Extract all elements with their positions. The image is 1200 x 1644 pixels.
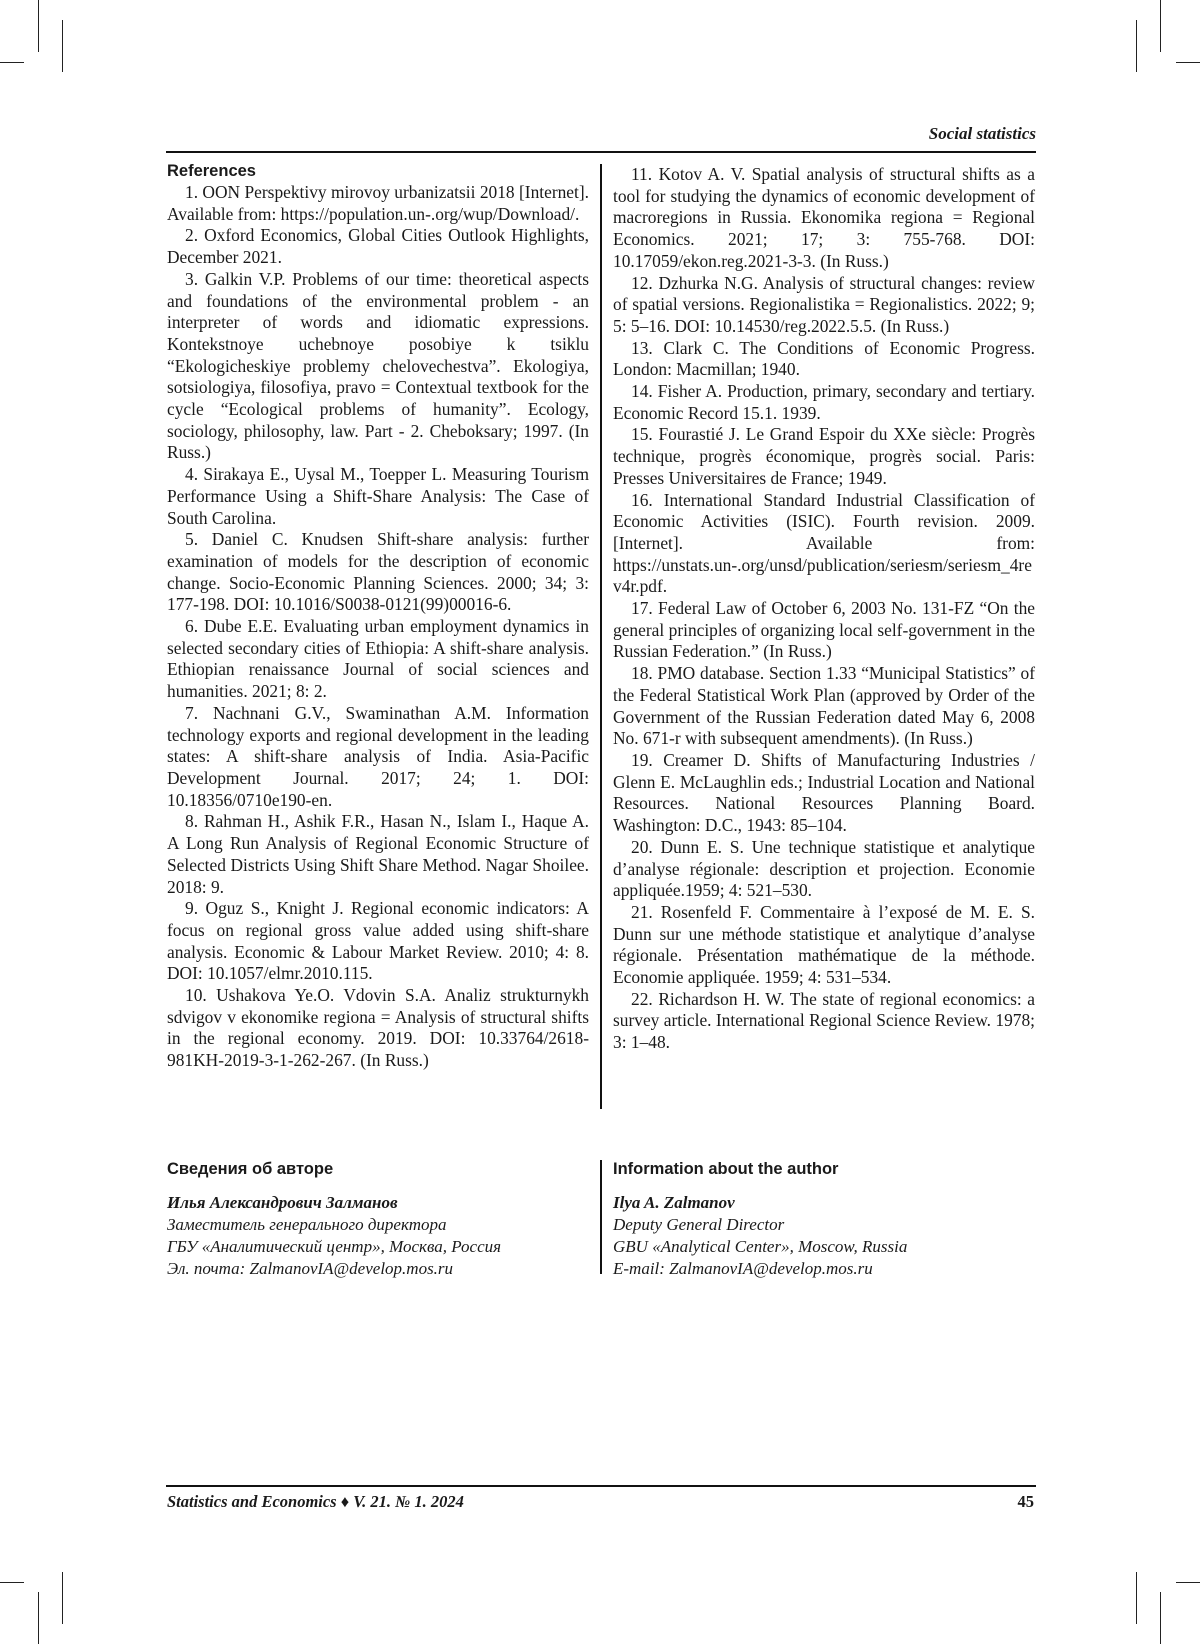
header-rule <box>166 151 1036 153</box>
page-number: 45 <box>1017 1492 1034 1511</box>
diamond-separator-icon: ♦ <box>340 1492 350 1511</box>
references-heading: References <box>167 162 256 180</box>
reference-item: 14. Fisher A. Production, primary, secondary and tertiary. Economic Record 15.1. 1939. <box>613 381 1035 423</box>
reference-item: 11. Kotov A. V. Spatial analysis of structural shifts as a tool for studying the dynamics of economic development of macroregions in Russia. Ekonomika regiona = Regional Economics. 2021; 17; 3: 755-768. DOI: 10.17059/ekon.reg.2021-3-3. (In Russ.) <box>613 164 1035 271</box>
reference-item: 22. Richardson H. W. The state of regional economics: a survey article. International Regional Science Review. 1978; 3: 1–48. <box>613 988 1035 1053</box>
crop-mark <box>1136 1572 1137 1624</box>
reference-item: 19. Creamer D. Shifts of Manufacturing Industries / Glenn E. McLaughlin eds.; Industrial Location and National Resources. National Resources Planning Board. Washington: D.C., 1943: 85–104. <box>613 749 1035 836</box>
crop-mark <box>62 1572 63 1624</box>
footer-rule <box>166 1485 1036 1487</box>
reference-item: 17. Federal Law of October 6, 2003 No. 131-FZ “On the general principles of organizing local self-government in the Russian Federation.” (In Russ.) <box>613 598 1035 662</box>
crop-mark <box>38 1592 39 1644</box>
reference-item: 21. Rosenfeld F. Commentaire à l’exposé de M. E. S. Dunn sur une méthode statistique et analytique d’analyse régionale. Présentation mathématique de la méthode. Economie appliquée. 1959; 4: 531–534. <box>613 901 1035 988</box>
column-divider <box>600 164 602 1109</box>
reference-item: 16. International Standard Industrial Classification of Economic Activities (ISIC). Fourth revision. 2009. [Internet]. Available from: https://unstats.un-.org/unsd/publication/seriesm/seriesm_4rev4r.pdf. <box>613 489 1035 597</box>
author-name-ru: Илья Александрович Залманов <box>167 1193 398 1212</box>
references-right-column <box>613 164 1035 1054</box>
author-info-en <box>613 1158 1033 1280</box>
author-email-en: E-mail: ZalmanovIA@develop.mos.ru <box>613 1259 873 1278</box>
crop-mark <box>62 20 63 72</box>
crop-mark <box>1136 20 1137 72</box>
reference-item: 3. Galkin V.P. Problems of our time: theoretical aspects and foundations of the environmental problem - an interpreter of words and idiomatic expressions. Kontekstnoye uchebnoye posobiye k tsiklu “Ekologicheskiye problemy chelovechestva”. Ekologiya, sotsiologiya, filosofiya, pravo = Contextual textbook for the cycle “Ecological problems of humanity”. Ecology, sociology, philosophy, law. Part - 2. Cheboksary; 1997. (In Russ.) <box>167 268 589 463</box>
reference-item: 6. Dube E.E. Evaluating urban employment dynamics in selected secondary cities of Ethiopia: A shift-share analysis. Ethiopian renaissance Journal of social sciences and humanities. 2021; 8: 2. <box>167 616 589 702</box>
reference-item: 7. Nachnani G.V., Swaminathan A.M. Information technology exports and regional development in the leading states: A shift-share analysis of India. Asia-Pacific Development Journal. 2017; 24; 1. DOI: 10.18356/0710e190-en. <box>167 702 589 810</box>
author-name-en: Ilya A. Zalmanov <box>613 1193 735 1212</box>
author-info-ru <box>167 1158 587 1280</box>
journal-issue: V. 21. № 1. 2024 <box>353 1492 464 1511</box>
author-heading-ru: Сведения об авторе <box>167 1160 334 1178</box>
footer-journal-line <box>167 1492 464 1512</box>
reference-item: 20. Dunn E. S. Une technique statistique et analytique d’analyse régionale: description et projection. Economie appliquée.1959; 4: 521–530. <box>613 836 1035 901</box>
reference-item: 18. PMO database. Section 1.33 “Municipal Statistics” of the Federal Statistical Work Plan (approved by Order of the Government of the Russian Federation dated May 6, 2008 No. 671-r with subsequent amendments). (In Russ.) <box>613 663 1035 749</box>
references-left-column <box>167 161 589 1072</box>
reference-item: 15. Fourastié J. Le Grand Espoir du XXe siècle: Progrès technique, progrès économique, progrès social. Paris: Presses Universitaires de France; 1949. <box>613 424 1035 488</box>
author-column-divider <box>600 1160 602 1274</box>
author-position-ru: Заместитель генерального директора <box>167 1215 447 1234</box>
journal-title: Statistics and Economics <box>167 1492 337 1511</box>
reference-item: 8. Rahman H., Ashik F.R., Hasan N., Islam I., Haque A. A Long Run Analysis of Regional Economic Structure of Selected Districts Using Shift Share Method. Nagar Shoilee. 2018: 9. <box>167 811 589 897</box>
reference-item: 5. Daniel C. Knudsen Shift-share analysis: further examination of models for the description of economic change. Socio-Economic Planning Sciences. 2000; 34; 3: 177-198. DOI: 10.1016/S0038-0121(99)00016-6. <box>167 529 589 615</box>
crop-mark <box>1176 62 1200 63</box>
crop-mark <box>1176 1582 1200 1583</box>
section-title: Social statistics <box>928 124 1036 143</box>
author-organization-ru: ГБУ «Аналитический центр», Москва, Россия <box>167 1237 502 1256</box>
author-email-ru: Эл. почта: ZalmanovIA@develop.mos.ru <box>167 1259 454 1278</box>
reference-item: 9. Oguz S., Knight J. Regional economic indicators: A focus on regional gross value added using shift-share analysis. Economic & Labour Market Review. 2010; 4: 8. DOI: 10.1057/elmr.2010.115. <box>167 898 589 984</box>
crop-mark <box>0 62 24 63</box>
author-organization-en: GBU «Analytical Center», Moscow, Russia <box>613 1237 908 1256</box>
reference-item: 10. Ushakova Ye.O. Vdovin S.A. Analiz strukturnykh sdvigov v ekonomike regiona = Analysis of structural shifts in the regional economy. 2019. DOI: 10.33764/2618-981KH-2019-3-1-262-267. (In Russ.) <box>167 985 589 1071</box>
reference-item: 4. Sirakaya E., Uysal M., Toepper L. Measuring Tourism Performance Using a Shift-Share Analysis: The Case of South Carolina. <box>167 464 589 528</box>
reference-item: 13. Clark C. The Conditions of Economic Progress. London: Macmillan; 1940. <box>613 337 1035 380</box>
reference-item: 2. Oxford Economics, Global Cities Outlook Highlights, December 2021. <box>167 225 589 268</box>
crop-mark <box>0 1582 24 1583</box>
author-position-en: Deputy General Director <box>613 1215 785 1234</box>
crop-mark <box>38 0 39 52</box>
crop-mark <box>1160 1592 1161 1644</box>
author-heading-en: Information about the author <box>613 1160 839 1178</box>
crop-mark <box>1160 0 1161 52</box>
reference-item: 1. OON Perspektivy mirovoy urbanizatsii 2018 [Internet]. Available from: https://population.un-.org/wup/Download/. <box>167 182 589 224</box>
reference-item: 12. Dzhurka N.G. Analysis of structural changes: review of spatial versions. Regionalistika = Regionalistics. 2022; 9; 5: 5–16. DOI: 10.14530/reg.2022.5.5. (In Russ.) <box>613 272 1035 336</box>
